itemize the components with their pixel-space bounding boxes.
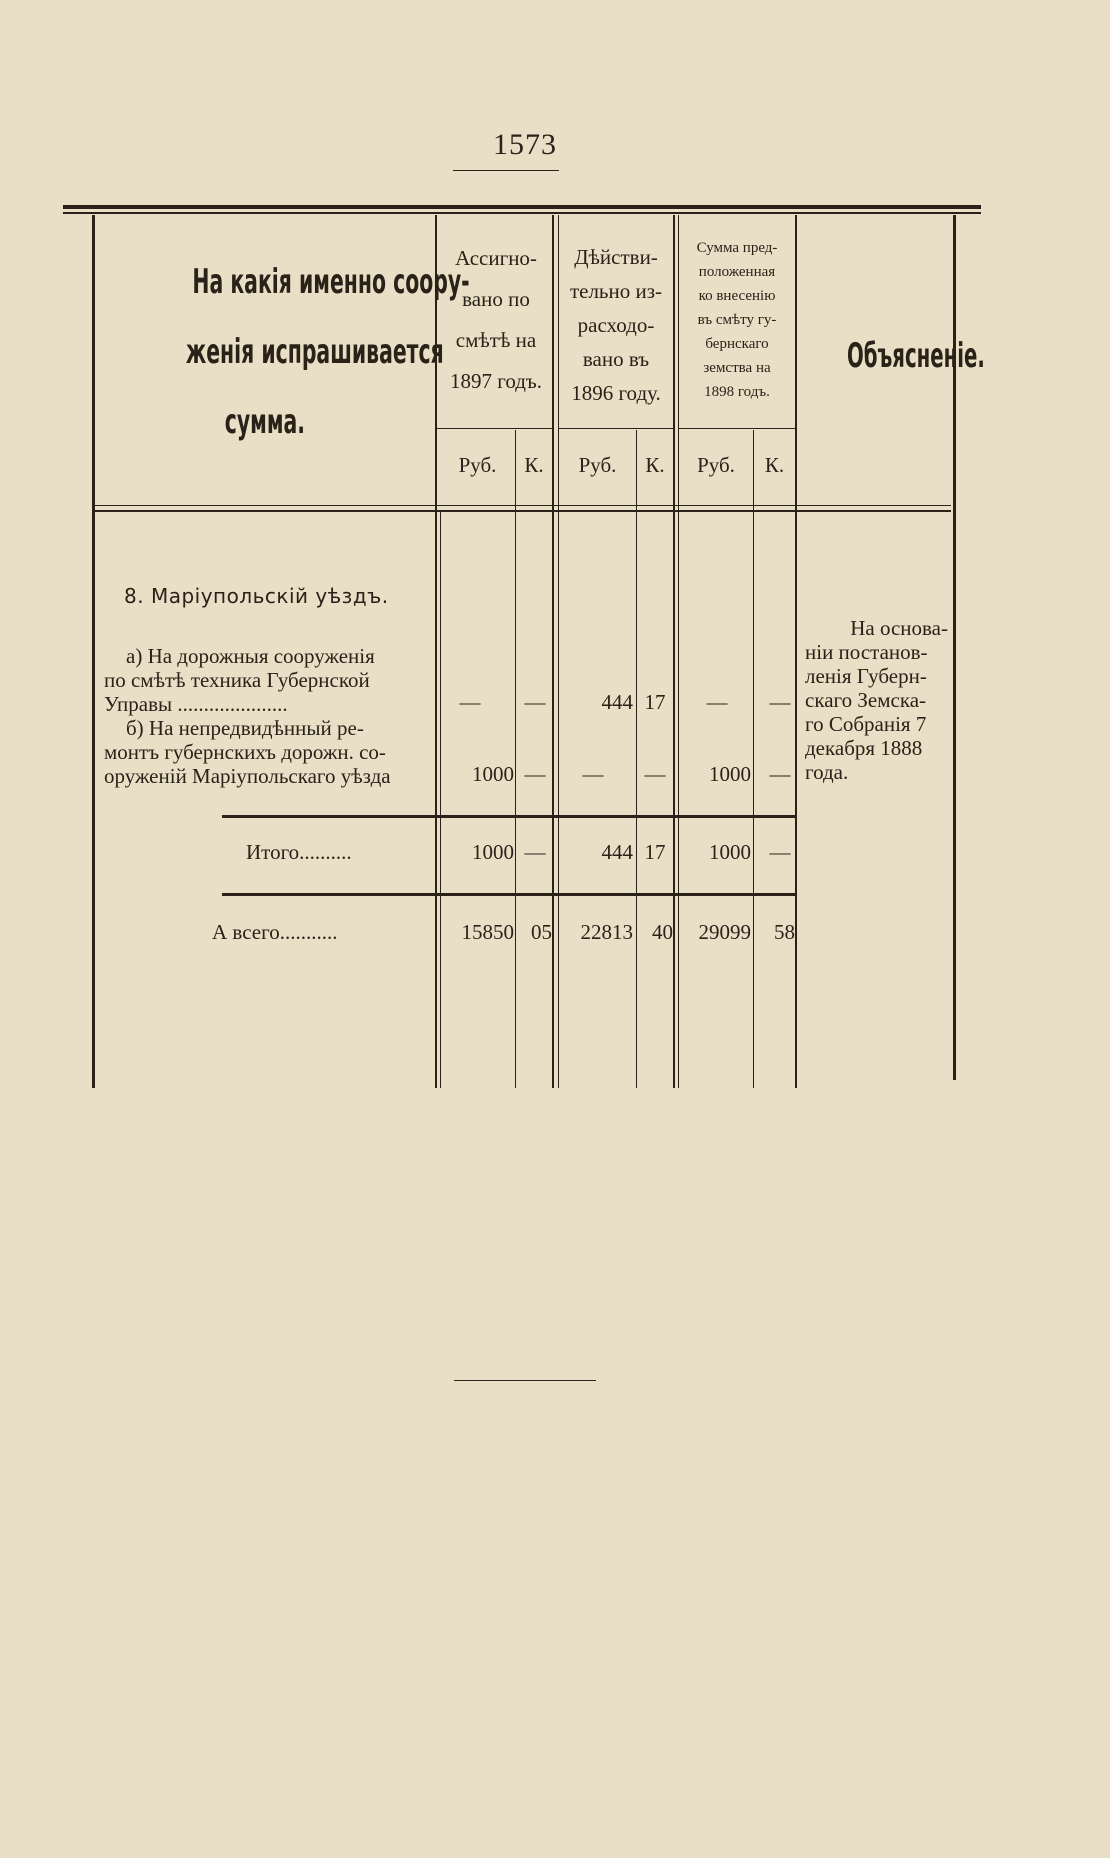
item-a-spent-rub: 444: [601, 690, 633, 714]
col-rule-2k: [636, 430, 637, 1088]
item-b-label: [104, 716, 428, 788]
subhead-rule-1: [437, 428, 552, 429]
explanation-line: скаго Земска-: [805, 688, 927, 712]
header-spent-line: тельно из-: [569, 279, 663, 303]
item-a-spent-kop: 17: [644, 690, 666, 714]
header-assigned-line: 1897 годъ.: [449, 369, 543, 393]
item-b-spent-rub: —: [582, 762, 604, 786]
subhead-rule-2: [559, 428, 673, 429]
top-rule-2: [63, 212, 981, 214]
header-assigned-line: вано по: [462, 287, 530, 311]
item-b-line: б) На непредвидѣнный ре-: [126, 716, 364, 740]
top-rule: [63, 205, 981, 209]
grand-total-rule: [222, 893, 796, 896]
header-kop-1: К.: [524, 453, 544, 477]
header-kop-2: К.: [645, 453, 665, 477]
col-rule-1b: [440, 510, 441, 1088]
header-spent-line: вано въ: [582, 347, 650, 371]
explanation-line: На основа-: [850, 616, 948, 640]
explanation-line: ленія Губерн-: [805, 664, 927, 688]
header-object-line-3: сумма.: [224, 402, 306, 442]
grand-total-assigned-kop: 05: [531, 920, 552, 944]
total-rule: [222, 815, 796, 818]
item-a-assigned-kop: —: [524, 690, 546, 714]
item-a-line: а) На дорожныя сооруженія: [126, 644, 375, 668]
page-number: 1573: [493, 128, 557, 161]
item-a-proposed-kop: —: [769, 690, 791, 714]
item-b-line: монтъ губернскихъ дорожн. со-: [104, 740, 386, 764]
header-proposed: [679, 236, 795, 404]
explanation-line: го Собранія 7: [805, 712, 927, 736]
item-b-proposed-kop: —: [769, 762, 791, 786]
header-proposed-line: бернскаго: [705, 336, 769, 352]
bottom-rule: [454, 1380, 596, 1381]
total-spent-kop: 17: [644, 840, 666, 864]
item-b-assigned-kop: —: [524, 762, 546, 786]
header-spent-line: Дѣйстви-: [574, 245, 658, 269]
header-rub-1: Руб.: [458, 453, 497, 477]
header-proposed-line: въ смѣту гу-: [697, 312, 777, 328]
item-a-proposed-rub: —: [706, 690, 728, 714]
item-a-line: по смѣтѣ техника Губернской: [104, 668, 370, 692]
total-proposed-rub: 1000: [709, 840, 751, 864]
header-assigned: [440, 238, 552, 402]
explanation-line: года.: [805, 760, 849, 784]
total-label: Итого..........: [246, 840, 352, 864]
grand-total-assigned-rub: 15850: [461, 920, 514, 944]
header-explanation-text: Объясненіе.: [846, 336, 985, 376]
header-spent: [559, 240, 673, 410]
header-spent-line: 1896 году.: [571, 381, 661, 405]
grand-total-proposed-kop: 58: [774, 920, 795, 944]
header-rub-3: Руб.: [697, 453, 735, 477]
page-number-underline: [453, 170, 559, 171]
col-rule-1k: [515, 430, 516, 1088]
header-proposed-line: 1898 годъ.: [704, 384, 770, 400]
explanation-text: [805, 616, 948, 784]
subhead-rule-3: [679, 428, 795, 429]
header-proposed-line: Сумма пред-: [696, 240, 778, 256]
item-b-line: оруженій Маріупольскаго уѣзда: [104, 764, 391, 788]
header-object-line-1: На какія именно соору-: [192, 262, 470, 302]
header-proposed-line: ко внесенію: [698, 288, 776, 304]
grand-total-proposed-rub: 29099: [698, 920, 751, 944]
table-left-border: [92, 215, 95, 1088]
header-spent-line: расходо-: [577, 313, 655, 337]
header-assigned-line: смѣтѣ на: [455, 328, 537, 352]
item-b-proposed-rub: 1000: [709, 762, 751, 786]
header-object-line-2: женія испрашивается: [185, 332, 444, 372]
header-rub-2: Руб.: [578, 453, 617, 477]
grand-total-spent-kop: 40: [652, 920, 673, 944]
explanation-line: ніи постанов-: [805, 640, 928, 664]
header-proposed-line: положенная: [698, 264, 776, 280]
grand-total-label: А всего...........: [212, 920, 338, 944]
header-assigned-line: Ассигно-: [455, 246, 537, 270]
section-title: 8. Маріупольскій уѣздъ.: [124, 584, 389, 608]
total-proposed-kop: —: [769, 840, 791, 864]
item-a-label: [104, 644, 428, 716]
grand-total-spent-rub: 22813: [580, 920, 633, 944]
item-b-assigned-rub: 1000: [472, 762, 514, 786]
col-rule-3k: [753, 430, 754, 1088]
header-rule-2: [95, 510, 951, 512]
explanation-line: декабря 1888: [805, 736, 923, 760]
total-assigned-kop: —: [524, 840, 546, 864]
col-rule-3: [673, 215, 675, 1088]
total-spent-rub: 444: [601, 840, 633, 864]
header-object: [100, 262, 470, 472]
header-kop-3: К.: [764, 453, 785, 477]
header-explanation: [797, 336, 985, 376]
total-assigned-rub: 1000: [472, 840, 514, 864]
item-a-line: Управы .....................: [104, 692, 288, 716]
col-rule-2: [552, 215, 554, 1088]
item-b-spent-kop: —: [644, 762, 666, 786]
item-a-assigned-rub: —: [459, 690, 481, 714]
header-rule: [95, 505, 951, 506]
header-proposed-line: земства на: [703, 360, 771, 376]
